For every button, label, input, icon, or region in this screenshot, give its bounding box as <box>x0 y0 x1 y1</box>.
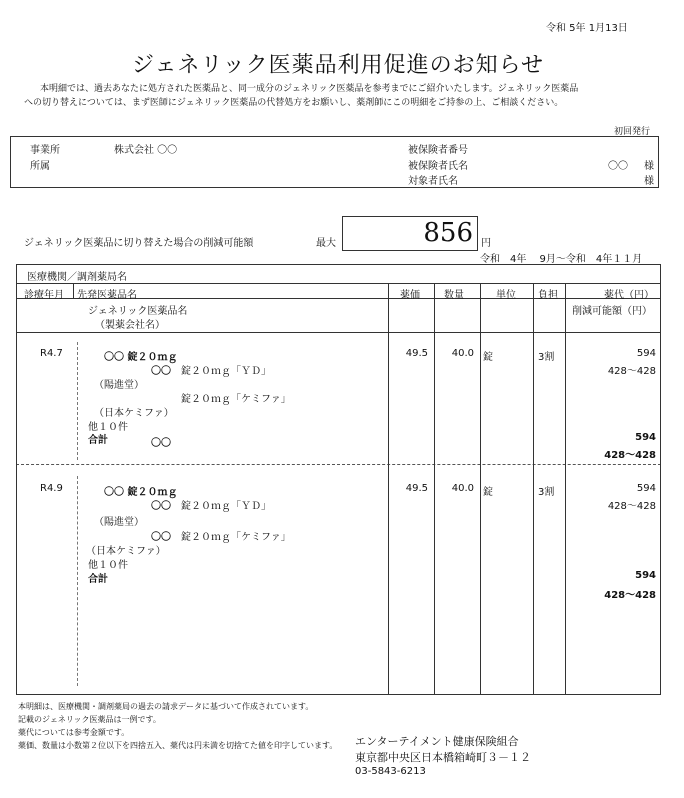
issue-label: 初回発行 <box>614 127 651 137</box>
col-header-cost: 薬代（円） <box>604 290 654 301</box>
generic-strength: 錠２０ｍｇ「ＹＤ」 <box>181 501 271 512</box>
row-burden: 3割 <box>538 487 555 498</box>
org-address: 東京都中央区日本橋箱崎町３－１２ <box>355 751 531 764</box>
savings-amount: 856 <box>423 218 473 248</box>
row-burden: 3割 <box>538 352 555 363</box>
org-phone: 03-5843-6213 <box>355 766 426 777</box>
issue-date: 令和 5年 1月13日 <box>546 23 628 34</box>
row-cost: 594 <box>636 348 656 359</box>
office-value: 株式会社 〇〇 <box>114 145 178 156</box>
honorific: 様 <box>644 176 654 187</box>
generic-strength: 錠２０ｍｇ「ＹＤ」 <box>181 366 271 377</box>
row-qty: 40.0 <box>451 483 474 494</box>
row-unit: 錠 <box>483 352 493 363</box>
office-label: 事業所 <box>30 145 60 156</box>
savings-amount-box <box>342 216 478 251</box>
total-label: 合計 <box>88 435 108 446</box>
generic-maker: （陽進堂） <box>94 380 144 391</box>
row-reduction: 428～428 <box>607 366 656 377</box>
generic-maker: （陽進堂） <box>94 517 144 528</box>
row-price: 49.5 <box>405 348 428 359</box>
savings-label: ジェネリック医薬品に切り替えた場合の削減可能額 <box>24 238 254 249</box>
others-count: 他１０件 <box>88 560 128 571</box>
col-subheader-reduction: 削減可能額（円） <box>572 306 652 317</box>
row-drug-name: 〇〇 錠２０ｍｇ <box>104 352 178 363</box>
honorific: 様 <box>644 161 654 172</box>
generic-maker: （日本ケミファ） <box>94 408 174 419</box>
total-label: 合計 <box>88 574 108 585</box>
col-header-drug: 先発医薬品名 <box>77 290 137 301</box>
row-cost: 594 <box>636 483 656 494</box>
generic-name: 〇〇 <box>151 532 171 543</box>
row-unit: 錠 <box>483 487 493 498</box>
page-title: ジェネリック医薬品利用促進のお知らせ <box>132 53 545 78</box>
row-reduction: 428～428 <box>607 501 656 512</box>
others-count: 他１０件 <box>88 422 128 433</box>
total-reduction: 428～428 <box>604 450 656 461</box>
target-name-label: 対象者氏名 <box>408 176 458 187</box>
savings-unit: 円 <box>481 238 491 249</box>
institution-label: 医療機関／調剤薬局名 <box>27 272 127 283</box>
generic-strength: 錠２０ｍｇ「ケミファ」 <box>181 532 291 543</box>
generic-maker: （日本ケミファ） <box>86 546 166 557</box>
intro-text-line1: 本明細では、過去あなたに処方された医薬品と、同一成分のジェネリック医薬品を参考までにご紹介いたします。ジェネリック医薬品 <box>40 84 579 94</box>
col-subheader-generic: ジェネリック医薬品名 <box>88 306 188 317</box>
insured-name-value: 〇〇 <box>608 161 628 172</box>
footnote: 記載のジェネリック医薬品は一例です。 <box>18 715 161 724</box>
savings-max-label: 最大 <box>316 238 336 249</box>
row-drug-name: 〇〇 錠２０ｍｇ <box>104 487 178 498</box>
insured-number-label: 被保険者番号 <box>408 145 468 156</box>
affiliation-label: 所属 <box>30 161 50 172</box>
generic-name: 〇〇 <box>151 366 171 377</box>
insured-name-label: 被保険者氏名 <box>408 161 468 172</box>
row-price: 49.5 <box>405 483 428 494</box>
total-reduction: 428～428 <box>604 590 656 601</box>
org-name: エンターテイメント健康保険組合 <box>355 735 519 748</box>
col-header-unit: 単位 <box>496 290 516 301</box>
row-qty: 40.0 <box>451 348 474 359</box>
intro-text-line2: への切り替えについては、まず医師にジェネリック医薬品の代替処方をお願いし、薬剤師にこの明細をご持参の上、ご相談ください。 <box>24 98 564 108</box>
total-cost: 594 <box>635 432 656 443</box>
footnote: 本明細は、医療機関・調剤薬局の過去の請求データに基づいて作成されています。 <box>18 702 314 711</box>
col-header-burden: 負担 <box>538 290 558 301</box>
generic-name: 〇〇 <box>151 501 171 512</box>
footnote: 薬代については参考金額です。 <box>18 728 130 737</box>
footnote: 薬価、数量は小数第２位以下を四捨五入、薬代は円未満を切捨てた値を印字しています。 <box>18 741 338 750</box>
total-drug-name: 〇〇 <box>151 438 171 449</box>
row-date: R4.9 <box>40 483 63 494</box>
generic-strength: 錠２０ｍｇ「ケミファ」 <box>181 394 291 405</box>
col-header-date: 診療年月 <box>24 290 64 301</box>
col-header-qty: 数量 <box>444 290 464 301</box>
savings-period: 令和 4年 9月～令和 4年１１月 <box>480 254 643 265</box>
total-cost: 594 <box>635 570 656 581</box>
col-header-price: 薬価 <box>400 290 420 301</box>
col-subheader-maker: （製薬会社名） <box>95 320 165 331</box>
row-date: R4.7 <box>40 348 63 359</box>
